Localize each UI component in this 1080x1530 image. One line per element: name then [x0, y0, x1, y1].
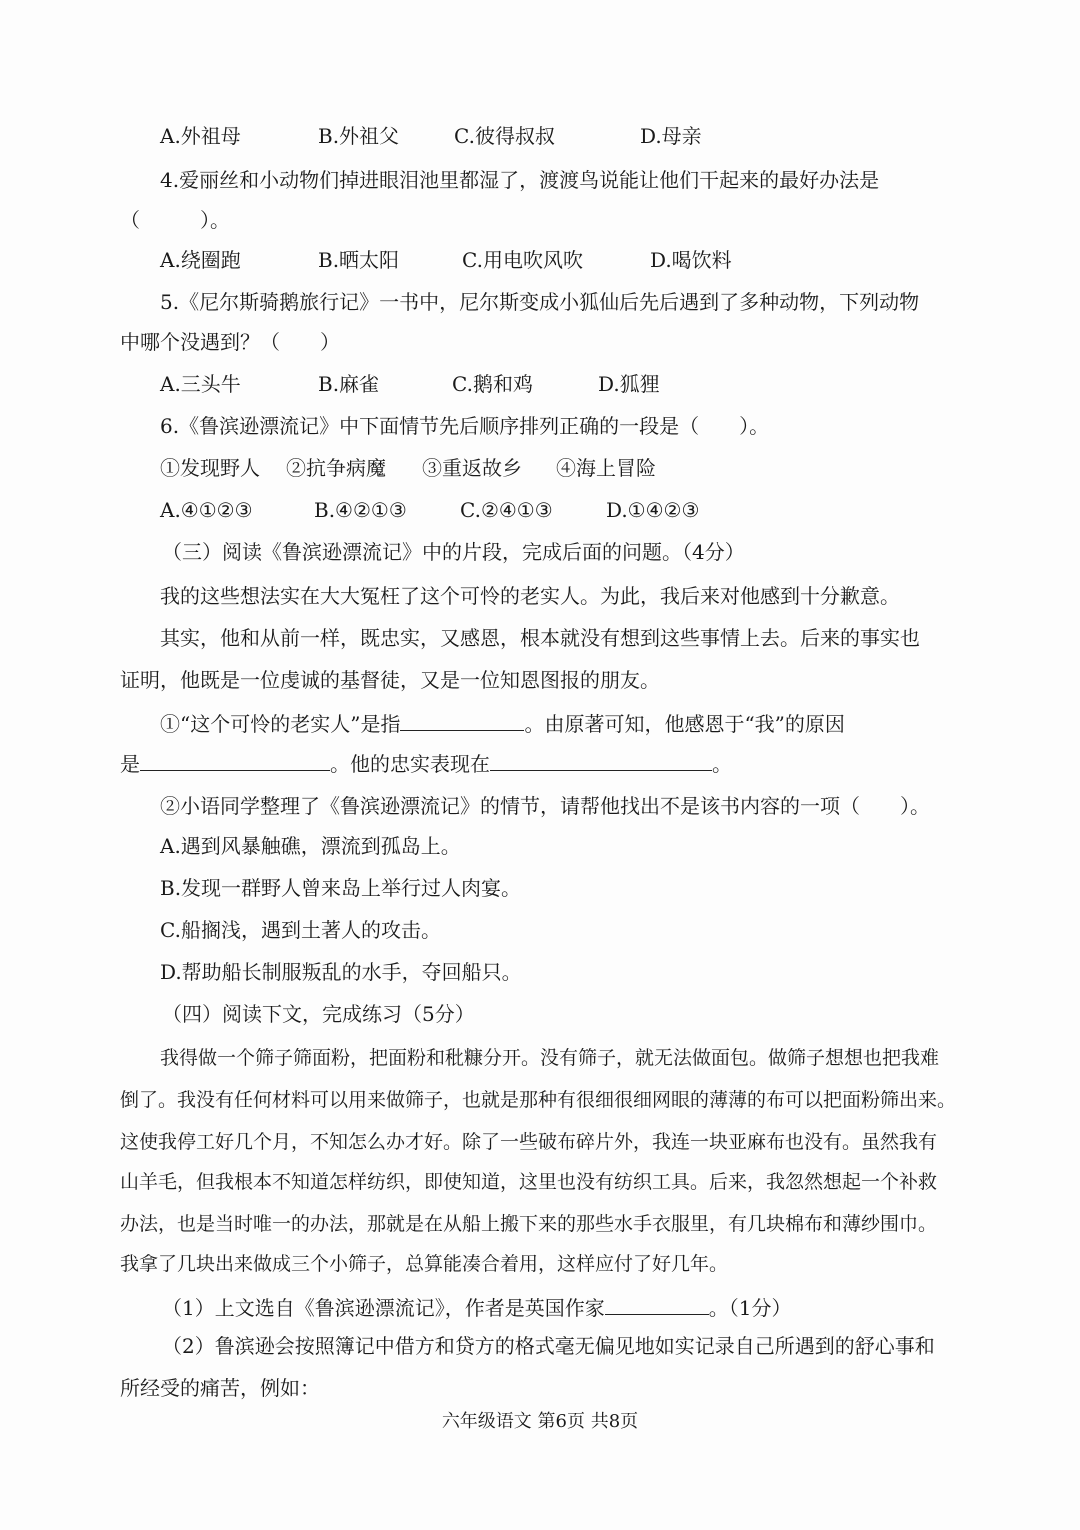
section3-para2-line1: 其实，他和从前一样，既忠实，又感恩，根本就没有想到这些事情上去。后来的事实也	[160, 626, 920, 650]
q4-option-a[interactable]: A.绕圈跑	[160, 248, 241, 272]
q4-option-c[interactable]: C.用电吹风吹	[462, 248, 583, 272]
answer-blank-1[interactable]	[400, 708, 524, 731]
q3-options	[0, 122, 1080, 150]
q5-option-c[interactable]: C.鹅和鸡	[452, 372, 533, 396]
section3-q1-text1: ①“这个可怜的老实人”是指	[160, 712, 401, 736]
q4-option-d[interactable]: D.喝饮料	[650, 248, 732, 272]
q4-stem-line1: 4.爱丽丝和小动物们掉进眼泪池里都湿了，渡渡鸟说能让他们干起来的最好办法是	[160, 168, 880, 192]
section4-passage-line3: 这使我停工好几个月，不知怎么办才好。除了一些破布碎片外，我连一块亚麻布也没有。虽然我有	[120, 1131, 938, 1153]
section3-q1-line2	[120, 748, 732, 778]
section3-para1: 我的这些想法实在大大冤枉了这个可怜的老实人。为此，我后来对他感到十分歉意。	[160, 584, 900, 608]
section3-q2-option-d[interactable]: D.帮助船长制服叛乱的水手，夺回船只。	[160, 960, 522, 984]
q6-option-b[interactable]: B.④②①③	[314, 498, 407, 522]
section3-q2-stem: ②小语同学整理了《鲁滨逊漂流记》的情节，请帮他找出不是该书内容的一项（ ）。	[160, 794, 930, 818]
q5-stem-line1: 5.《尼尔斯骑鹅旅行记》一书中，尼尔斯变成小狐仙后先后遇到了多种动物，下列动物	[160, 290, 920, 314]
section3-q1-line1	[160, 708, 845, 738]
section3-q1-text5: 。	[712, 752, 732, 776]
section3-q1-text2: 。由原著可知，他感恩于“我”的原因	[524, 712, 845, 736]
section3-para2-line2: 证明，他既是一位虔诚的基督徒，又是一位知恩图报的朋友。	[120, 668, 660, 692]
section4-q1-text2: 。（1分）	[708, 1296, 792, 1320]
section3-q1-text3: 是	[120, 752, 140, 776]
q4-option-b[interactable]: B.晒太阳	[318, 248, 400, 272]
q4-stem-line2: （ ）。	[120, 208, 230, 232]
q5-option-b[interactable]: B.麻雀	[318, 372, 380, 396]
q6-option-c[interactable]: C.②④①③	[460, 498, 553, 522]
answer-blank-2[interactable]	[140, 748, 330, 771]
q5-stem-line2: 中哪个没遇到？（ ）	[120, 330, 340, 354]
q3-option-c[interactable]: C.彼得叔叔	[454, 124, 555, 148]
q6-events	[0, 454, 1080, 482]
q5-options	[0, 370, 1080, 398]
section4-passage-line6: 我拿了几块出来做成三个小筛子，总算能凑合着用，这样应付了好几年。	[120, 1253, 729, 1275]
q5-option-a[interactable]: A.三头牛	[160, 372, 241, 396]
section4-passage-line2: 倒了。我没有任何材料可以用来做筛子，也就是那种有很细很细网眼的薄薄的布可以把面粉筛出来。	[120, 1089, 957, 1111]
q3-option-a[interactable]: A.外祖母	[160, 124, 241, 148]
section3-q1-text4: 。他的忠实表现在	[330, 752, 490, 776]
page-footer: 六年级语文 第6页 共8页	[441, 1411, 639, 1432]
section4-passage-line5: 办法，也是当时唯一的办法，那就是在从船上搬下来的那些水手衣服里，有几块棉布和薄纱围巾。	[120, 1213, 938, 1235]
section3-heading: （三）阅读《鲁滨逊漂流记》中的片段，完成后面的问题。（4分）	[162, 540, 745, 564]
section4-passage-line1: 我得做一个筛子筛面粉，把面粉和秕糠分开。没有筛子，就无法做面包。做筛子想想也把我难	[160, 1047, 940, 1069]
q6-option-d[interactable]: D.①④②③	[606, 498, 700, 522]
q6-options	[0, 496, 1080, 524]
section4-q1	[162, 1292, 791, 1322]
q6-event-3: ③重返故乡	[422, 456, 522, 480]
section4-q2-line2: 所经受的痛苦，例如：	[120, 1376, 320, 1400]
q3-option-d[interactable]: D.母亲	[640, 124, 702, 148]
q6-option-a[interactable]: A.④①②③	[160, 498, 253, 522]
section3-q2-option-a[interactable]: A.遇到风暴触礁，漂流到孤岛上。	[160, 834, 461, 858]
section3-q2-option-b[interactable]: B.发现一群野人曾来岛上举行过人肉宴。	[160, 876, 522, 900]
answer-blank-4[interactable]	[605, 1292, 709, 1315]
q6-stem: 6.《鲁滨逊漂流记》中下面情节先后顺序排列正确的一段是（ ）。	[160, 414, 770, 438]
q6-event-2: ②抗争病魔	[286, 456, 386, 480]
q3-option-b[interactable]: B.外祖父	[318, 124, 400, 148]
section4-heading: （四）阅读下文，完成练习（5分）	[162, 1002, 475, 1026]
section4-q1-text1: （1）上文选自《鲁滨逊漂流记》，作者是英国作家	[162, 1296, 605, 1320]
q4-options	[0, 246, 1080, 274]
answer-blank-3[interactable]	[490, 748, 712, 771]
q6-event-4: ④海上冒险	[556, 456, 656, 480]
section4-passage-line4: 山羊毛，但我根本不知道怎样纺织，即使知道，这里也没有纺织工具。后来，我忽然想起一个补救	[120, 1171, 938, 1193]
q5-option-d[interactable]: D.狐狸	[598, 372, 660, 396]
section3-q2-option-c[interactable]: C.船搁浅，遇到土著人的攻击。	[160, 918, 441, 942]
section4-q2-line1: （2）鲁滨逊会按照簿记中借方和贷方的格式毫无偏见地如实记录自己所遇到的舒心事和	[162, 1334, 935, 1358]
q6-event-1: ①发现野人	[160, 456, 260, 480]
